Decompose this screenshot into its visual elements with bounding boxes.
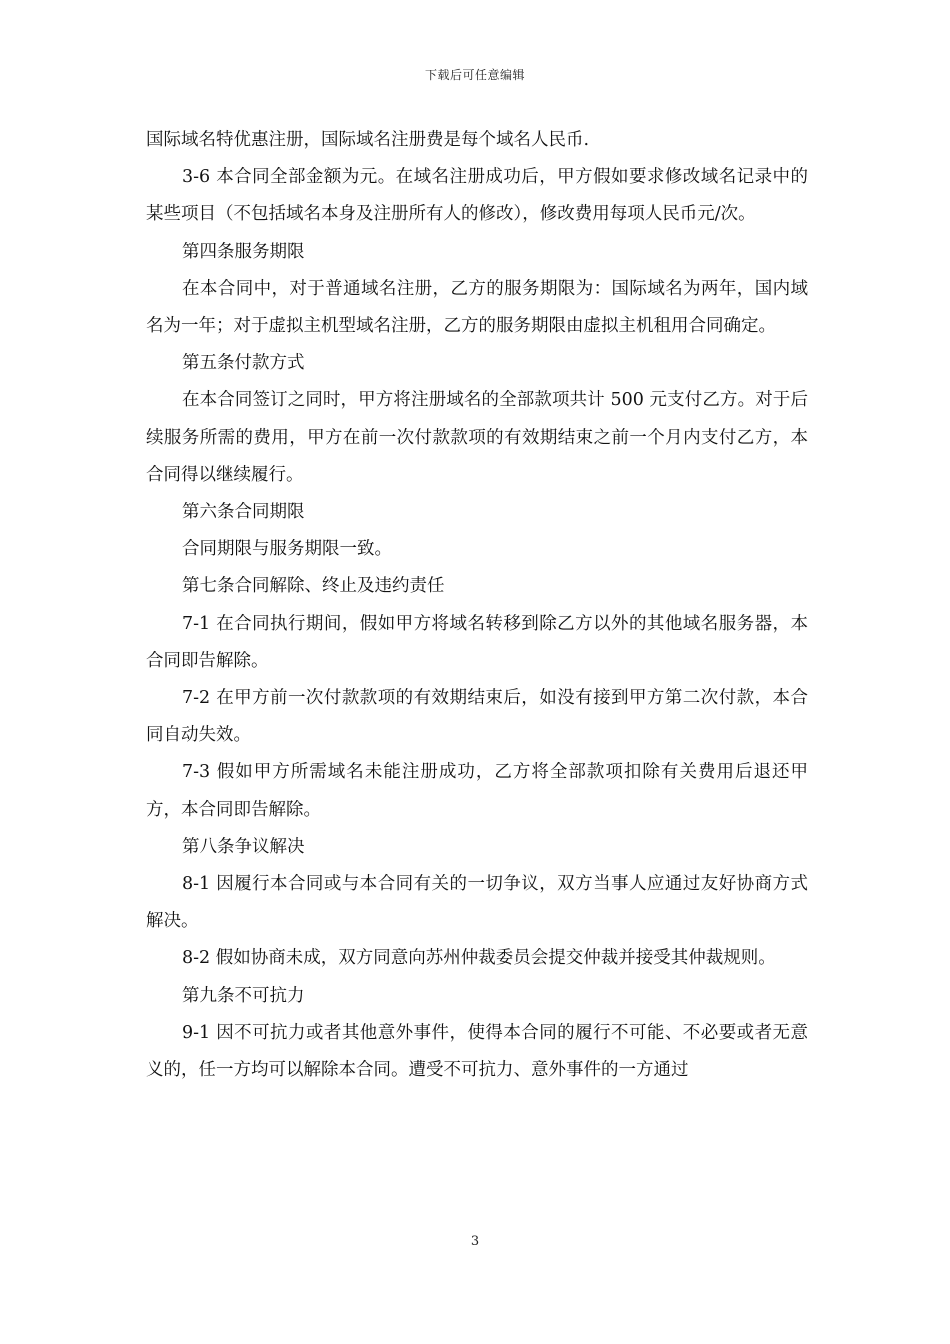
paragraph-7-2: 7-2 在甲方前一次付款款项的有效期结束后，如没有接到甲方第二次付款，本合同自动失效。 [146,688,808,746]
paragraph-7-1: 7-1 在合同执行期间，假如甲方将域名转移到除乙方以外的其他域名服务器，本合同即告解除。 [146,613,808,671]
page-number: 3 [470,1234,480,1249]
paragraph-3-6: 3-6 本合同全部金额为元。在域名注册成功后，甲方假如要求修改域名记录中的某些项目（不包括域名本身及注册所有人的修改），修改费用每项人民币元/次。 [146,167,808,225]
section-heading-9: 第九条不可抗力 [182,985,305,1006]
section-heading-6: 第六条合同期限 [182,502,305,523]
document-body [146,122,808,1089]
paragraph-intro: 国际域名特优惠注册，国际域名注册费是每个域名人民币. [146,130,590,150]
paragraph-8-1: 8-1 因履行本合同或与本合同有关的一切争议，双方当事人应通过友好协商方式解决。 [146,874,808,932]
paragraph-contract-term: 合同期限与服务期限一致。 [182,539,392,560]
section-heading-4: 第四条服务期限 [182,241,305,262]
paragraph-9-1: 9-1 因不可抗力或者其他意外事件，使得本合同的履行不可能、不必要或者无意义的，任一方均可以解除本合同。遭受不可抗力、意外事件的一方通过 [146,1022,808,1081]
section-heading-8: 第八条争议解决 [182,836,305,857]
page-header: 下载后可任意编辑 [424,68,525,82]
section-heading-7: 第七条合同解除、终止及违约责任 [182,576,445,597]
paragraph-service-term: 在本合同中，对于普通域名注册，乙方的服务期限为：国际域名为两年，国内域名为一年；对于虚拟主机型域名注册，乙方的服务期限由虚拟主机租用合同确定。 [146,278,808,337]
paragraph-payment: 在本合同签订之同时，甲方将注册域名的全部款项共计 500 元支付乙方。对于后续服务所需的费用，甲方在前一次付款款项的有效期结束之前一个月内支付乙方，本合同得以继续履行。 [146,390,808,485]
paragraph-8-2: 8-2 假如协商未成，双方同意向苏州仲裁委员会提交仲裁并接受其仲裁规则。 [182,948,776,969]
paragraph-7-3: 7-3 假如甲方所需域名未能注册成功，乙方将全部款项扣除有关费用后退还甲方，本合同即告解除。 [146,762,808,820]
section-heading-5: 第五条付款方式 [182,353,305,374]
